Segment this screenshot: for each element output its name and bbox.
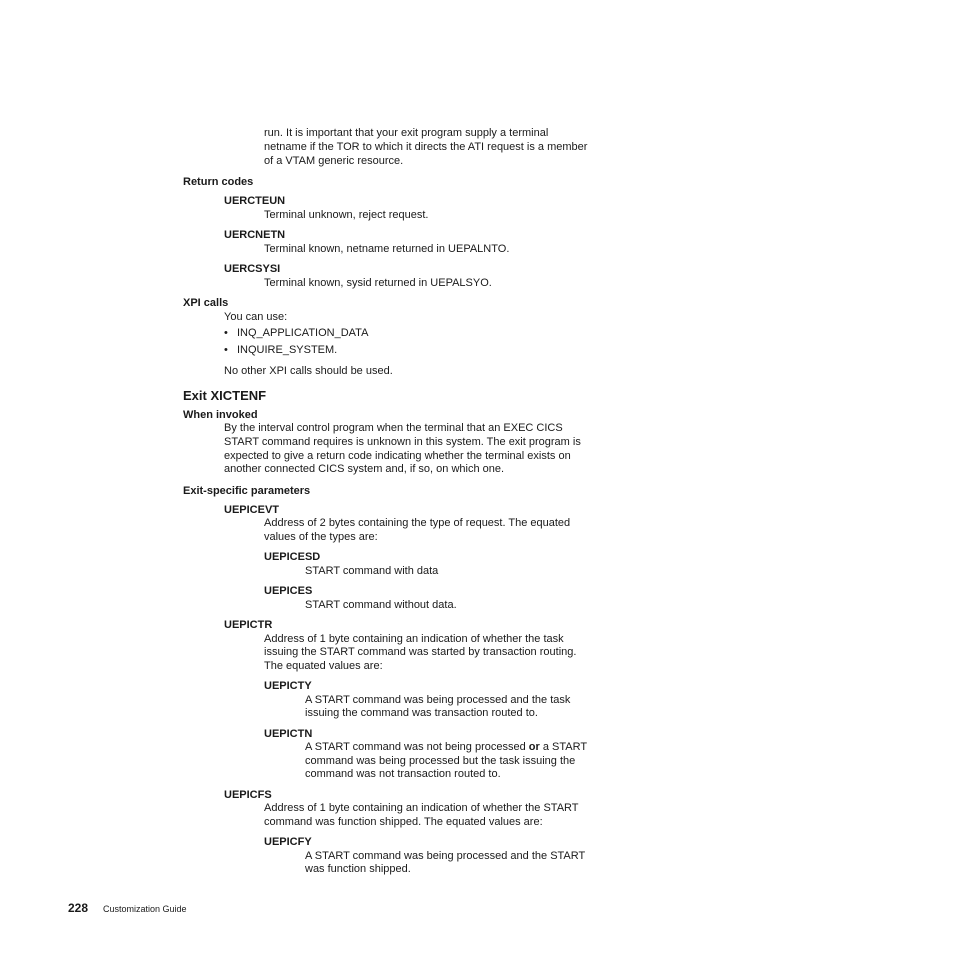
param-desc-line: Address of 1 byte containing an indication of whether the START xyxy=(264,802,579,814)
xpi-calls-intro: You can use: xyxy=(224,311,288,323)
bullet-icon: • xyxy=(224,344,228,356)
xpi-call-item: INQ_APPLICATION_DATA xyxy=(237,327,369,339)
param-name: UEPICTR xyxy=(224,619,273,631)
value-desc-line: command was not transaction routed to. xyxy=(305,768,501,780)
xpi-calls-heading: XPI calls xyxy=(183,297,229,309)
exit-params-heading: Exit-specific parameters xyxy=(183,485,311,497)
value-desc-line xyxy=(305,741,587,755)
return-code-desc: Terminal known, sysid returned in UEPALSYO. xyxy=(264,277,492,289)
value-desc-line: issuing the command was transaction routed to. xyxy=(305,707,538,719)
xpi-calls-footer: No other XPI calls should be used. xyxy=(224,365,393,377)
value-desc-line: A START command was being processed and the START xyxy=(305,850,586,862)
value-name: UEPICESD xyxy=(264,551,321,563)
param-name: UEPICFS xyxy=(224,789,272,801)
intro-line-3: of a VTAM generic resource. xyxy=(264,155,404,167)
value-desc-line: A START command was being processed and the task xyxy=(305,694,571,706)
param-desc-line: issuing the START command was started by transaction routing. xyxy=(264,646,577,658)
text-run: A START command was not being processed xyxy=(305,741,529,753)
intro-line-1: run. It is important that your exit program supply a terminal xyxy=(264,127,549,139)
return-code-name: UERCNETN xyxy=(224,229,286,241)
value-name: UEPICFY xyxy=(264,836,312,848)
value-name: UEPICTY xyxy=(264,680,312,692)
emphasis: or xyxy=(528,741,540,753)
value-desc-line: command was being processed but the task issuing the xyxy=(305,755,576,767)
return-code-name: UERCSYSI xyxy=(224,263,281,275)
value-desc: START command without data. xyxy=(305,599,457,611)
param-desc-line: The equated values are: xyxy=(264,660,383,672)
param-desc-line: command was function shipped. The equated values are: xyxy=(264,816,543,828)
param-desc-line: Address of 2 bytes containing the type of request. The equated xyxy=(264,517,571,529)
param-desc-line: Address of 1 byte containing an indication of whether the task xyxy=(264,633,564,645)
return-code-desc: Terminal known, netname returned in UEPALNTO. xyxy=(264,243,510,255)
bullet-icon: • xyxy=(224,327,228,339)
text-run: a START xyxy=(539,741,588,753)
param-desc-line: values of the types are: xyxy=(264,531,378,543)
value-desc: START command with data xyxy=(305,565,439,577)
when-invoked-line: another connected CICS system and, if so, on which one. xyxy=(224,463,505,475)
when-invoked-heading: When invoked xyxy=(183,409,258,421)
param-name: UEPICEVT xyxy=(224,504,280,516)
when-invoked-line: START command requires is unknown in this system. The exit program is xyxy=(224,436,581,448)
when-invoked-line: By the interval control program when the terminal that an EXEC CICS xyxy=(224,422,563,434)
when-invoked-line: expected to give a return code indicating whether the terminal exists on xyxy=(224,450,571,462)
section-title: Exit XICTENF xyxy=(183,388,267,403)
intro-line-2: netname if the TOR to which it directs the ATI request is a member xyxy=(264,141,588,153)
return-code-desc: Terminal unknown, reject request. xyxy=(264,209,429,221)
xpi-call-item: INQUIRE_SYSTEM. xyxy=(237,344,338,356)
page-number: 228 xyxy=(68,901,89,915)
book-title: Customization Guide xyxy=(103,904,187,914)
value-desc-line: was function shipped. xyxy=(305,863,411,875)
return-codes-heading: Return codes xyxy=(183,176,254,188)
return-code-name: UERCTEUN xyxy=(224,195,286,207)
value-name: UEPICES xyxy=(264,585,313,597)
value-name: UEPICTN xyxy=(264,728,313,740)
